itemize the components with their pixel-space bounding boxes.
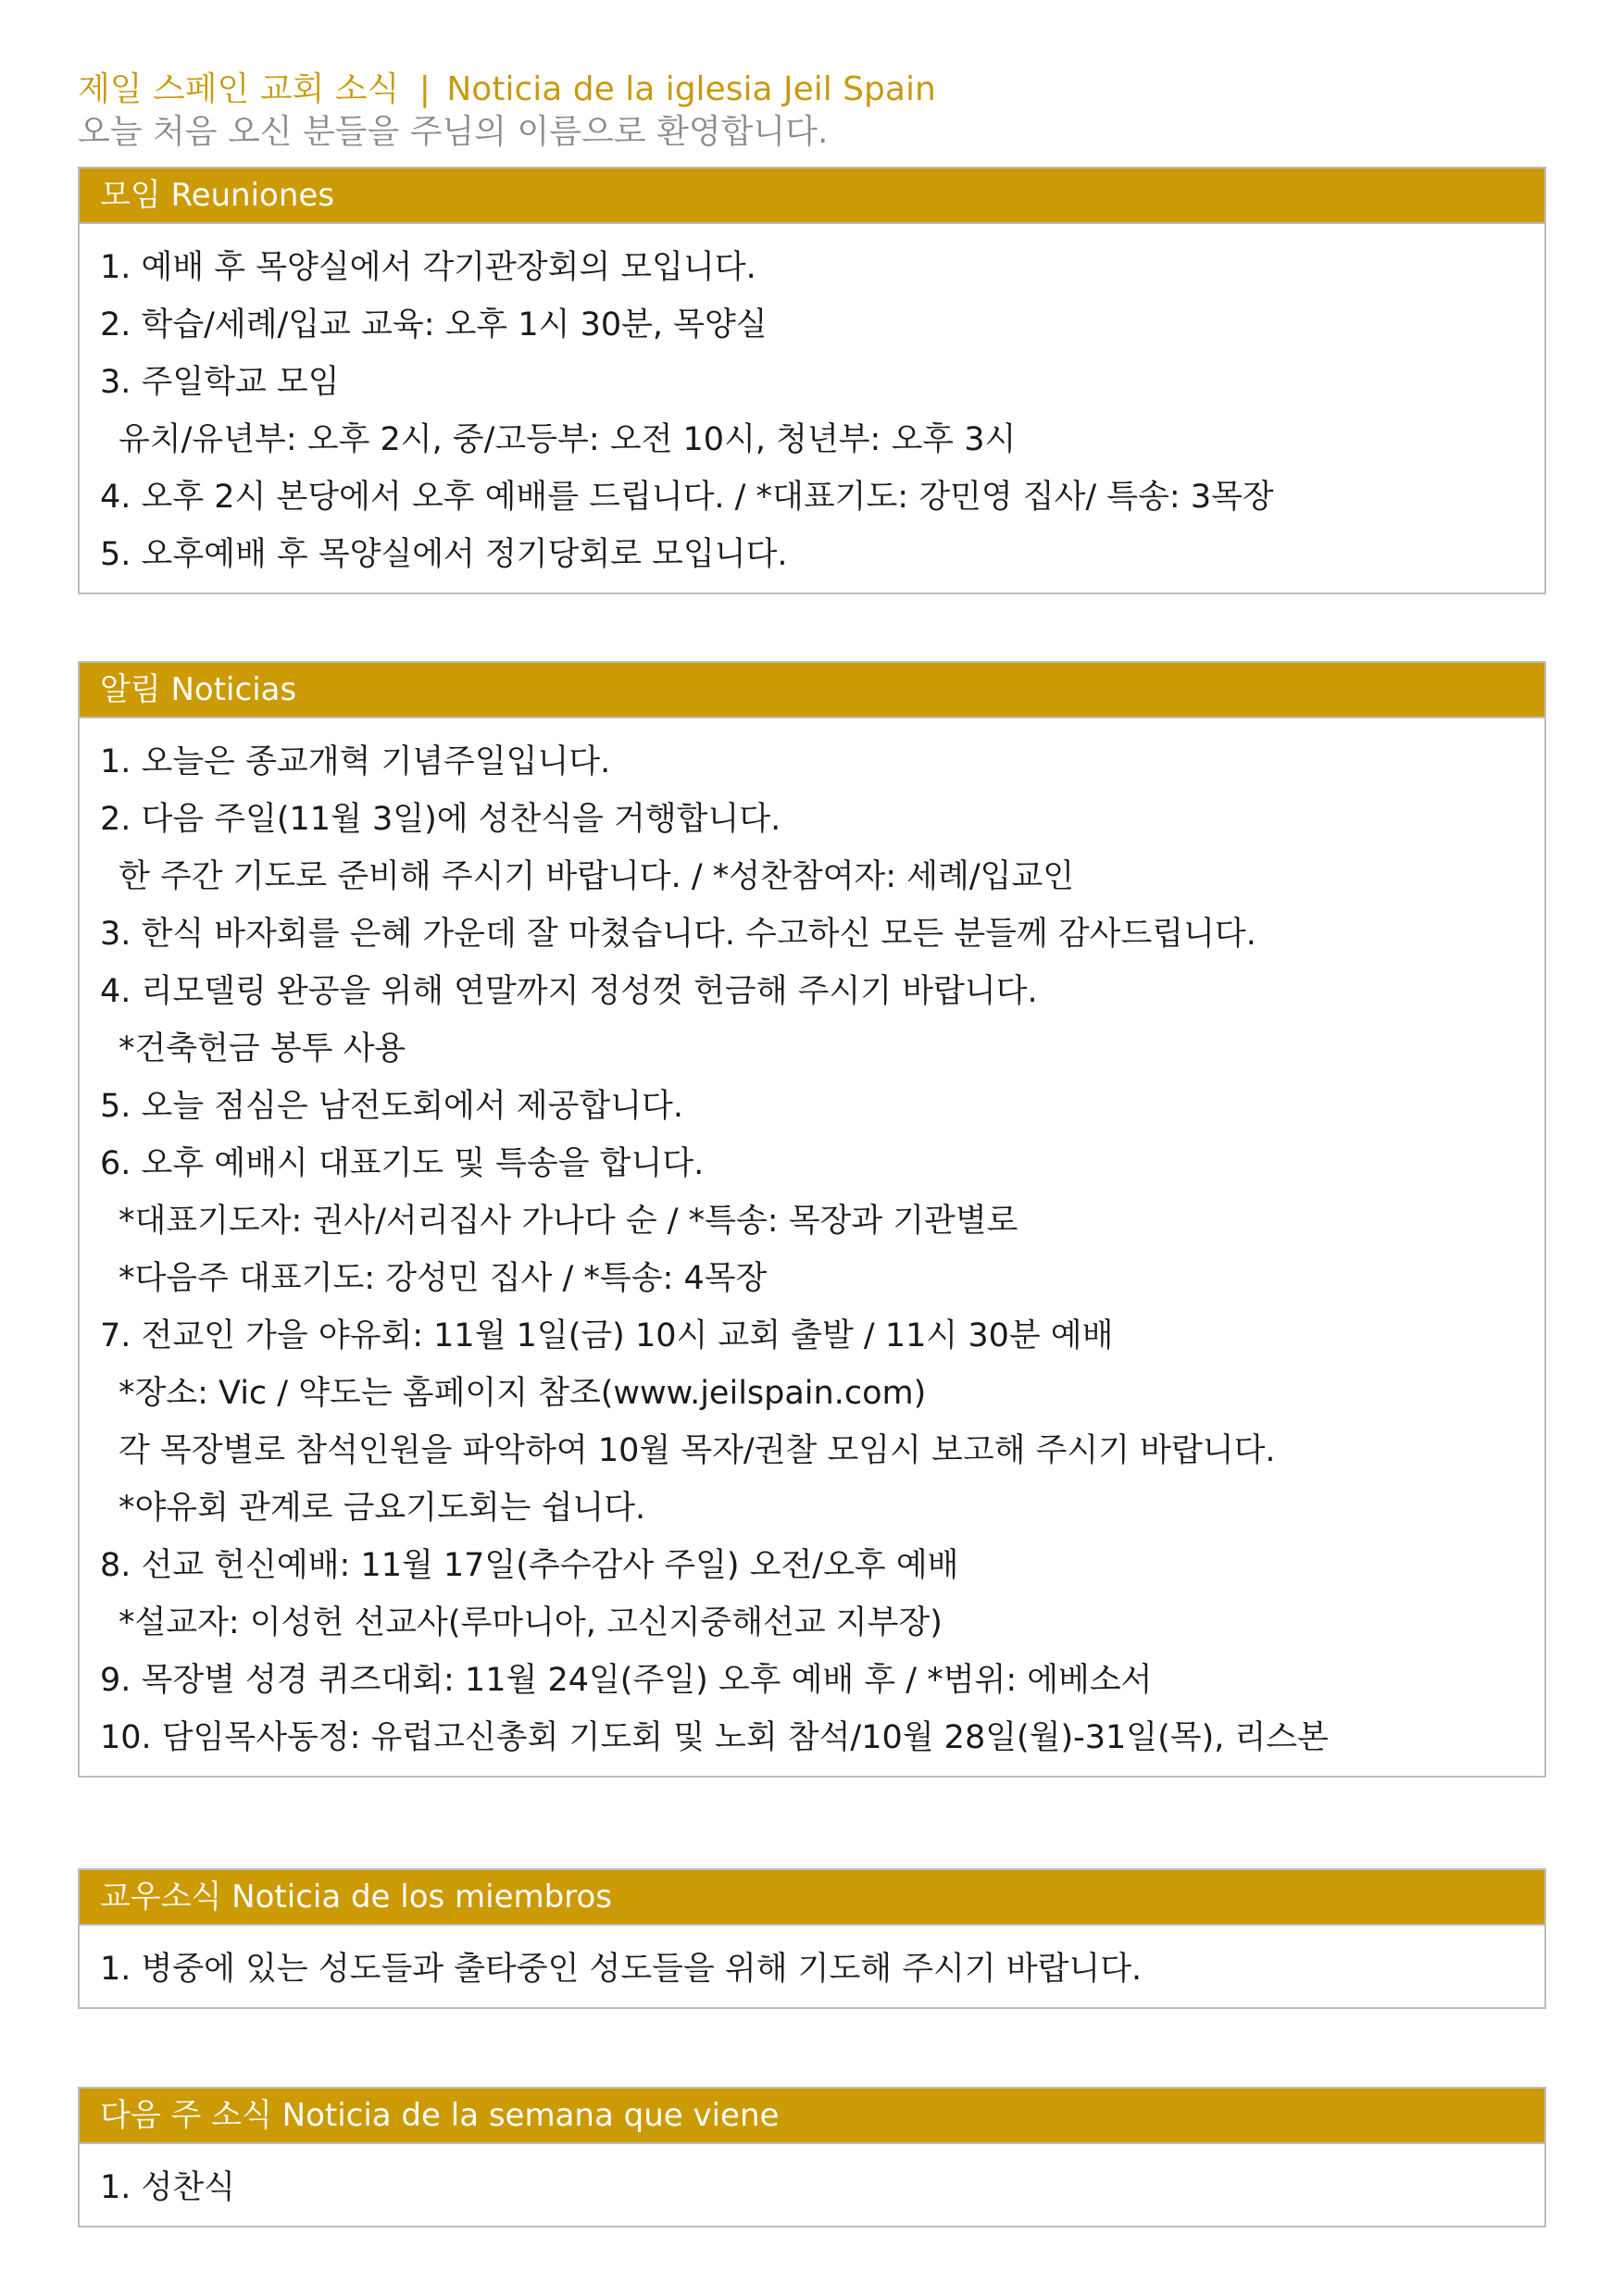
section-header: 모임 Reuniones [80,168,1544,224]
section-notices [78,661,1546,1778]
bulletin-page [78,69,1546,2206]
section-body [80,1926,1544,2007]
list-item: 각 목장별로 참석인원을 파악하여 10월 목자/권찰 모임시 보고해 주시기 바랍니다. [119,1432,1276,1469]
section-body [80,2144,1544,2226]
list-item: 1. 예배 후 목양실에서 각기관장회의 모입니다. [100,249,756,286]
section-next-week [78,2087,1546,2227]
list-item: *야유회 관계로 금요기도회는 쉽니다. [119,1490,646,1527]
welcome-message: 오늘 처음 오신 분들을 주님의 이름으로 환영합니다. [78,113,829,151]
section-body [80,718,1544,1776]
page-title-spanish: Noticia de la iglesia Jeil Spain [446,70,936,108]
list-item: 9. 목장별 성경 퀴즈대회: 11월 24일(주일) 오후 예배 후 / *범위: 에베소서 [100,1662,1153,1699]
list-item: 5. 오늘 점심은 남전도회에서 제공합니다. [100,1088,683,1125]
page-title-korean: 제일 스페인 교회 소식 [78,70,400,108]
list-item: 6. 오후 예배시 대표기도 및 특송을 합니다. [100,1145,705,1182]
list-item: *설교자: 이성헌 선교사(루마니아, 고신지중해선교 지부장) [119,1604,943,1641]
list-item: 2. 학습/세례/입교 교육: 오후 1시 30분, 목양실 [100,306,768,343]
list-item: *대표기도자: 권사/서리집사 가나다 순 / *특송: 목장과 기관별로 [119,1203,1018,1240]
section-header: 다음 주 소식 Noticia de la semana que viene [80,2089,1544,2144]
list-item: 4. 오후 2시 본당에서 오후 예배를 드립니다. / *대표기도: 강민영 집사/ 특송: 3목장 [100,479,1274,516]
list-item: 3. 한식 바자회를 은혜 가운데 잘 마쳤습니다. 수고하신 모든 분들께 감사드립니다. [100,916,1256,953]
list-item: 유치/유년부: 오후 2시, 중/고등부: 오전 10시, 청년부: 오후 3시 [119,421,1017,458]
list-item: *장소: Vic / 약도는 홈페이지 참조(www.jeilspain.com) [119,1375,927,1412]
title-separator: | [418,70,431,108]
section-header: 알림 Noticias [80,663,1544,718]
list-item: 1. 오늘은 종교개혁 기념주일입니다. [100,743,611,780]
list-item: 한 주간 기도로 준비해 주시기 바랍니다. / *성찬참여자: 세례/입교인 [119,858,1075,895]
list-item: 3. 주일학교 모임 [100,364,340,401]
page-title [78,69,1546,111]
list-item: 5. 오후예배 후 목양실에서 정기당회로 모입니다. [100,536,788,573]
list-item: 1. 성찬식 [100,2169,235,2206]
list-item: 7. 전교인 가을 야유회: 11월 1일(금) 10시 교회 출발 / 11시 30분 예배 [100,1317,1114,1354]
section-members-news [78,1868,1546,2009]
list-item: 4. 리모델링 완공을 위해 연말까지 정성껏 헌금해 주시기 바랍니다. [100,973,1038,1010]
section-meetings [78,167,1546,594]
list-item: 8. 선교 헌신예배: 11월 17일(추수감사 주일) 오전/오후 예배 [100,1547,959,1584]
list-item: *건축헌금 봉투 사용 [119,1030,406,1067]
list-item: 1. 병중에 있는 성도들과 출타중인 성도들을 위해 기도해 주시기 바랍니다. [100,1951,1143,1988]
list-item: 10. 담임목사동정: 유럽고신총회 기도회 및 노회 참석/10월 28일(월)-31일(목), 리스본 [100,1719,1329,1756]
section-header: 교우소식 Noticia de los miembros [80,1870,1544,1926]
list-item: 2. 다음 주일(11월 3일)에 성찬식을 거행합니다. [100,801,781,838]
list-item: *다음주 대표기도: 강성민 집사 / *특송: 4목장 [119,1260,768,1297]
section-body [80,224,1544,593]
